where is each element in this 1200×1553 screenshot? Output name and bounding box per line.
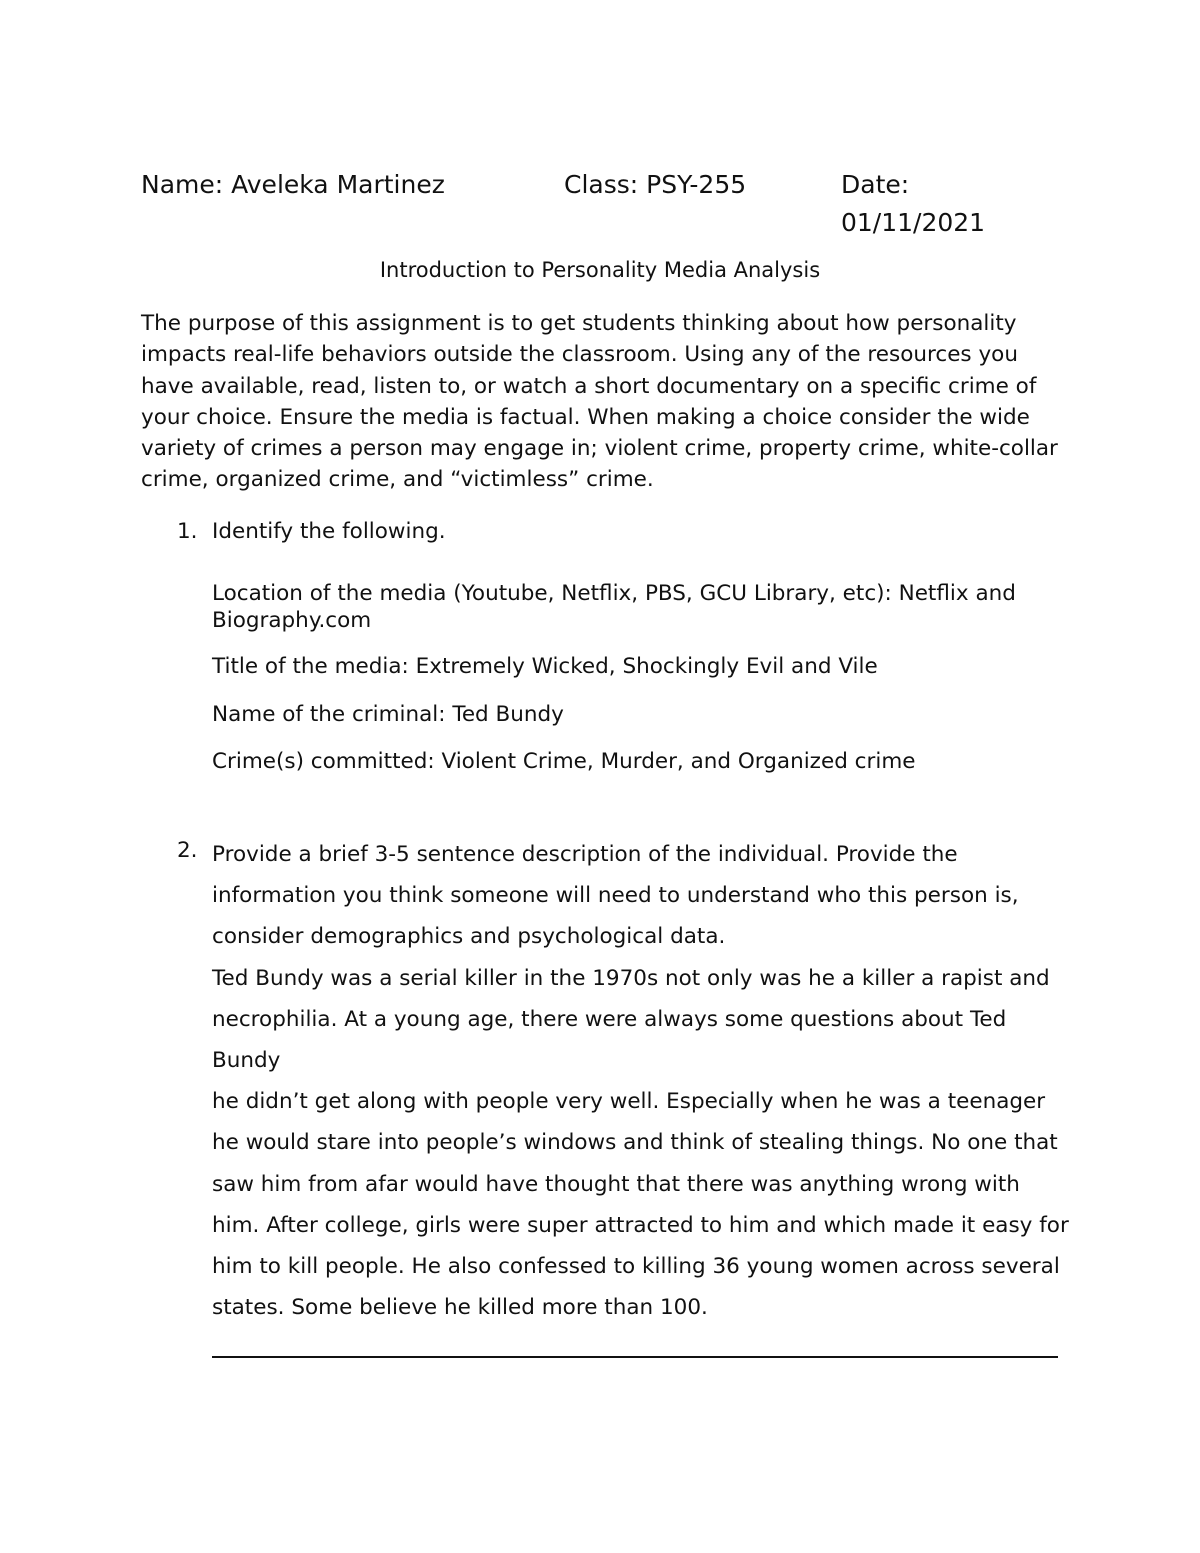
question-1-number: 1.: [177, 519, 198, 544]
student-name: Name: Aveleka Martinez: [141, 170, 445, 199]
purpose-paragraph: The purpose of this assignment is to get students thinking about how personality impacts real-life behaviors outside the classroom. Using any of the resources you have available, read, listen to, or watch a short documentary on a specific crime of your choice. Ensure the media is factual. When making a choice consider the wide variety of crimes a person may engage in; violent crime, property crime, white-collar crime, organized crime, and “victimless” crime.: [141, 311, 1058, 493]
document-title: Introduction to Personality Media Analysis: [379, 258, 821, 282]
criminal-name-field: Name of the criminal: Ted Bundy: [212, 702, 564, 727]
question-2-prompt: Provide a brief 3-5 sentence description of the individual. Provide the information you think someone will need to understand who this person is, consider demographics and psychological data.: [212, 842, 1019, 950]
question-1-text: Identify the following.: [212, 519, 446, 544]
question-2-answer-part-2: he didn’t get along with people very well. Especially when he was a teenager he would stare into people’s windows and think of stealing things. No one that saw him from afar would have thought that there was anything wrong with him. After college, girls were super attracted to him and which made it easy for him to kill people. He also confessed to killing 36 young women across several states. Some believe he killed more than 100.: [212, 1089, 1069, 1321]
question-2-block: [212, 834, 1072, 1328]
answer-divider-line: [212, 1356, 1058, 1358]
crimes-committed-field: Crime(s) committed: Violent Crime, Murder, and Organized crime: [212, 749, 916, 774]
media-title-field: Title of the media: Extremely Wicked, Shockingly Evil and Vile: [212, 654, 878, 679]
media-location-field: Location of the media (Youtube, Netflix, PBS, GCU Library, etc): Netflix and Biography.com: [212, 581, 1016, 633]
date-value: 01/11/2021: [841, 208, 986, 237]
question-2-number: 2.: [177, 838, 198, 863]
class-label: Class: PSY-255: [564, 170, 747, 199]
date-label: Date:: [841, 170, 910, 199]
question-2-answer-part-1: Ted Bundy was a serial killer in the 1970s not only was he a killer a rapist and necrophilia. At a young age, there were always some questions about Ted Bundy: [212, 965, 1050, 1074]
